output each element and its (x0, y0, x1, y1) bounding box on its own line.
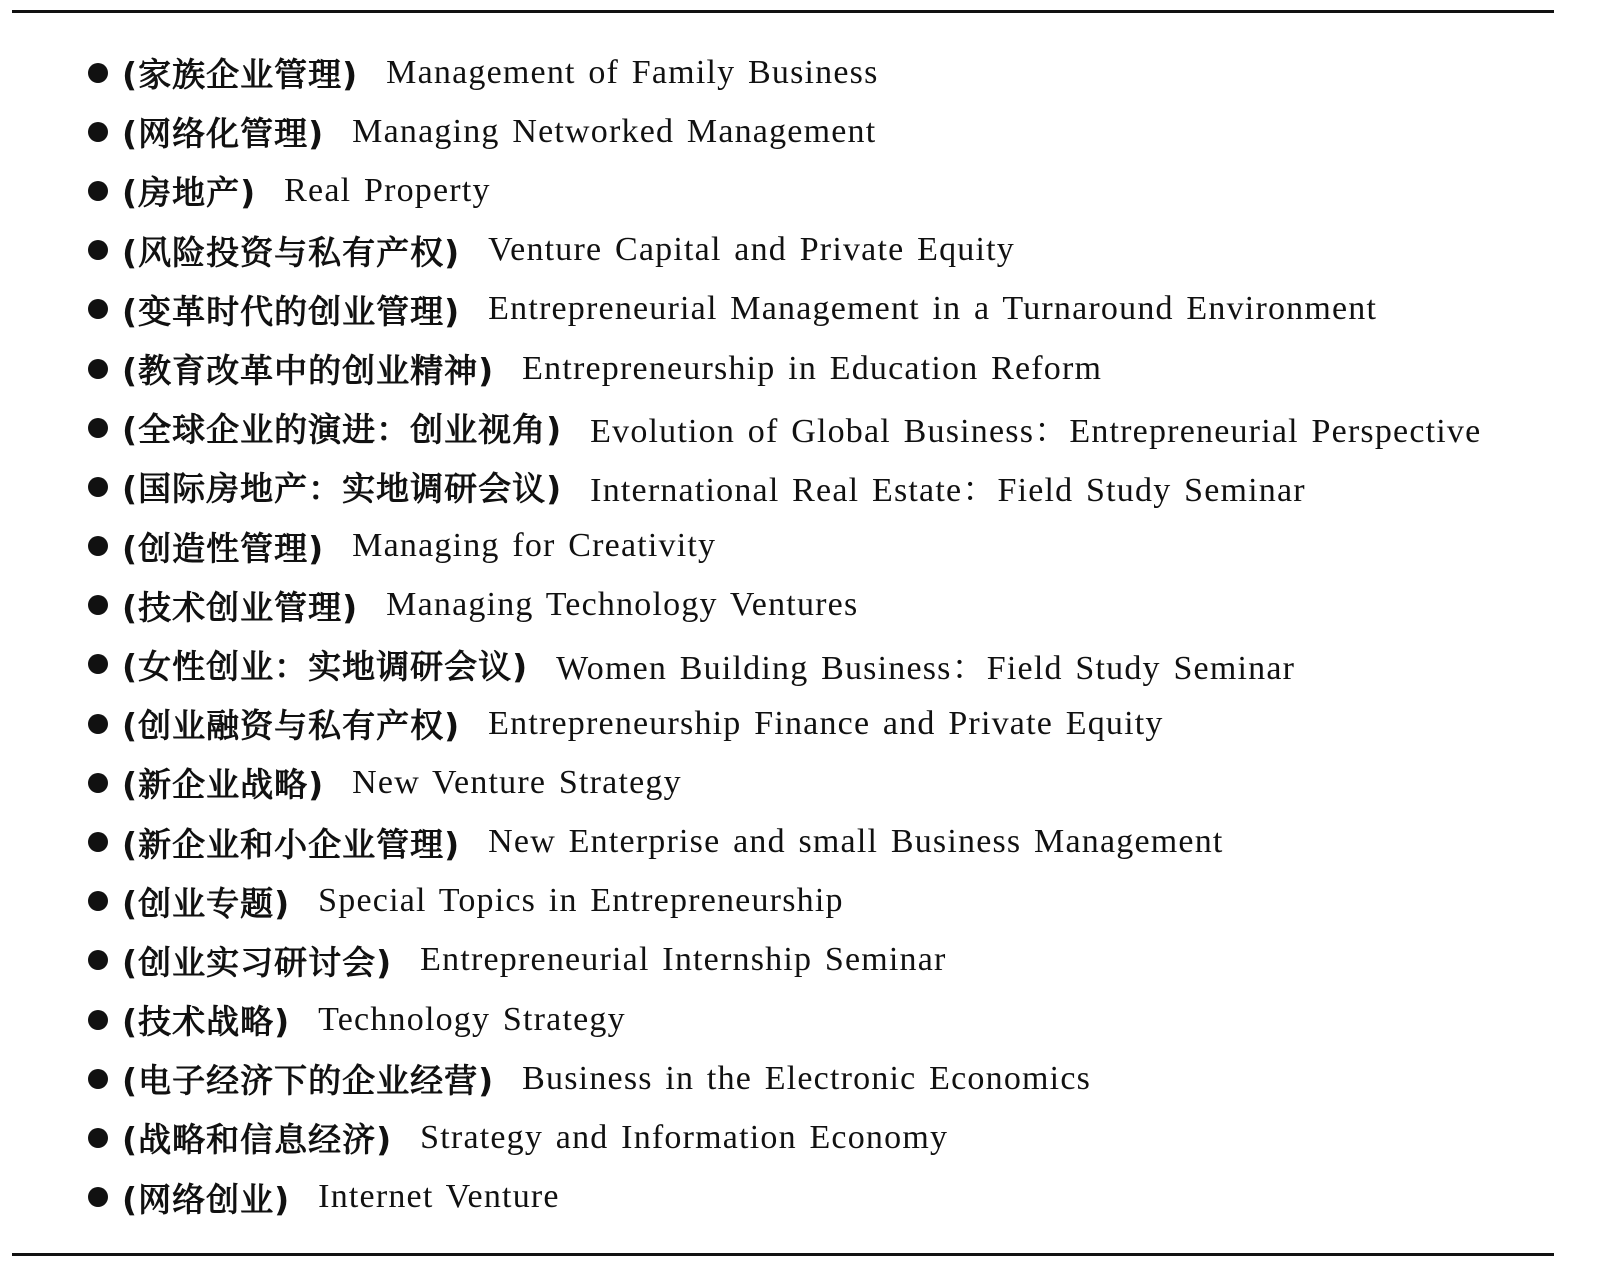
course-title-en: New Enterprise and small Business Management (488, 823, 1224, 861)
course-title-zh: (新企业战略) (122, 765, 325, 805)
course-title-en: International Real Estate：Field Study Seminar (590, 472, 1306, 510)
course-title-en: Women Building Business：Field Study Seminar (556, 649, 1296, 687)
list-item (88, 1108, 1481, 1167)
bullet-icon (88, 654, 108, 674)
list-item (88, 161, 1481, 220)
list-item (88, 576, 1481, 635)
bullet-icon (88, 950, 108, 970)
bullet-icon (88, 891, 108, 911)
course-title-zh: (战略和信息经济) (122, 1120, 393, 1160)
list-item (88, 339, 1481, 398)
course-title-zh: (风险投资与私有产权) (122, 232, 461, 272)
course-title-zh: (房地产) (122, 173, 257, 213)
bullet-icon (88, 418, 108, 438)
list-item (88, 1049, 1481, 1108)
course-title-zh: (创业实习研讨会) (122, 942, 393, 982)
bullet-icon (88, 299, 108, 319)
course-title-en: New Venture Strategy (352, 763, 682, 801)
course-title-en: Venture Capital and Private Equity (488, 231, 1015, 269)
course-title-en: Evolution of Global Business：Entrepreneurial Perspective (590, 413, 1482, 451)
bullet-icon (88, 1128, 108, 1148)
course-title-zh: (创业融资与私有产权) (122, 706, 461, 746)
course-title-zh: (电子经济下的企业经营) (122, 1061, 495, 1101)
list-item (88, 990, 1481, 1049)
course-title-zh: (全球企业的演进：创业视角) (122, 410, 563, 450)
bottom-rule (12, 1253, 1554, 1256)
course-title-zh: (变革时代的创业管理) (122, 291, 461, 331)
bullet-icon (88, 1187, 108, 1207)
list-item (88, 102, 1481, 161)
list-item (88, 221, 1481, 280)
bullet-icon (88, 359, 108, 379)
bullet-icon (88, 1010, 108, 1030)
course-list (88, 43, 1481, 1227)
list-item (88, 280, 1481, 339)
course-title-en: Business in the Electronic Economics (522, 1059, 1092, 1097)
bullet-icon (88, 477, 108, 497)
list-item (88, 931, 1481, 990)
course-title-en: Entrepreneurial Management in a Turnaround Environment (488, 290, 1378, 328)
course-title-en: Real Property (284, 171, 491, 209)
list-item (88, 43, 1481, 102)
course-title-zh: (创造性管理) (122, 528, 325, 568)
bullet-icon (88, 714, 108, 734)
list-item (88, 398, 1481, 457)
bullet-icon (88, 773, 108, 793)
course-title-zh: (家族企业管理) (122, 55, 359, 95)
list-item (88, 812, 1481, 871)
list-item (88, 517, 1481, 576)
bullet-icon (88, 1069, 108, 1089)
bullet-icon (88, 832, 108, 852)
list-item (88, 635, 1481, 694)
course-title-zh: (网络化管理) (122, 114, 325, 154)
course-title-zh: (创业专题) (122, 883, 291, 923)
course-title-en: Managing Technology Ventures (386, 586, 859, 624)
list-item (88, 753, 1481, 812)
course-title-en: Managing Networked Management (352, 112, 877, 150)
bullet-icon (88, 536, 108, 556)
course-title-zh: (教育改革中的创业精神) (122, 351, 495, 391)
bullet-icon (88, 181, 108, 201)
course-title-en: Special Topics in Entrepreneurship (318, 882, 844, 920)
list-item (88, 457, 1481, 516)
list-item (88, 1168, 1481, 1227)
course-title-en: Entrepreneurial Internship Seminar (420, 941, 947, 979)
course-title-zh: (女性创业：实地调研会议) (122, 646, 529, 686)
bullet-icon (88, 240, 108, 260)
course-title-en: Managing for Creativity (352, 527, 717, 565)
course-title-en: Internet Venture (318, 1178, 560, 1216)
list-item (88, 694, 1481, 753)
course-title-en: Entrepreneurship in Education Reform (522, 349, 1103, 387)
course-title-zh: (网络创业) (122, 1179, 291, 1219)
course-title-zh: (新企业和小企业管理) (122, 824, 461, 864)
course-title-zh: (国际房地产：实地调研会议) (122, 469, 563, 509)
course-title-zh: (技术战略) (122, 1002, 291, 1042)
course-title-en: Entrepreneurship Finance and Private Equity (488, 704, 1164, 742)
top-rule (12, 10, 1554, 13)
course-title-zh: (技术创业管理) (122, 587, 359, 627)
course-title-en: Technology Strategy (318, 1000, 626, 1038)
bullet-icon (88, 595, 108, 615)
course-title-en: Management of Family Business (386, 53, 879, 91)
course-title-en: Strategy and Information Economy (420, 1118, 949, 1156)
bullet-icon (88, 122, 108, 142)
bullet-icon (88, 63, 108, 83)
list-item (88, 872, 1481, 931)
